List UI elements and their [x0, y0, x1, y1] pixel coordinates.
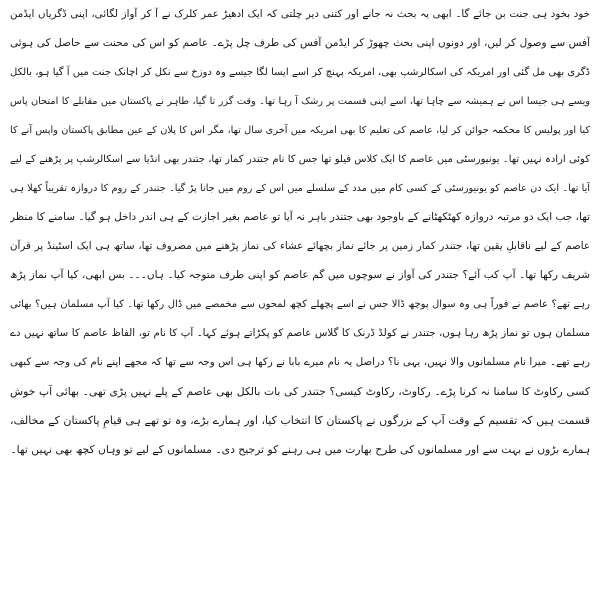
text-line-2: آفس سے وصول کر لیں، اور دونوں اپنی بحث چھوڑ کر ایڈمن آفس کی طرف چل پڑے۔ عاصم کو اس کی محنت سے حاصل کی ہوئی	[10, 37, 590, 49]
text-line-8: تھا، جب ایک دو مرتبہ دروازہ کھٹکھٹانے کے باوجود بھی جتندر باہر نہ آیا تو عاصم بغیر اجازت کے ہی اندر داخل ہو گیا۔ سامنے کا منظر	[10, 211, 590, 223]
text-line-4: ویسے ہی جیسا اس نے ہمیشہ سے چاہا تھا، اسے اپنی قسمت پر رشک آ رہا تھا۔ وقت گزر تا گیا، طاہر نے پاکستان میں مقابلے کا امتحان پاس	[10, 96, 590, 107]
text-line-9: عاصم کے لیے ناقابلِ یقین تھا، جتندر کمار زمین پر جائے نماز بچھائے عشاء کی نماز پڑھنے میں مصروف تھا، ساتھ ہی ایک اسٹینڈ پر قرآن	[10, 240, 590, 252]
text-line-16: ہمارے بڑوں نے بہت سے اور مسلمانوں کی طرح بھارت میں ہی رہنے کو ترجیح دی۔ مسلمانوں کے لیے تو وہاں کچھ بھی نہیں تھا۔	[10, 443, 590, 456]
text-line-1: خود بخود ہی جنت بن جائے گا۔ ابھی یہ بحث نہ جانے اور کتنی دیر چلتی کہ ایک ادھیڑ عمر کلرک نے آ کر آواز لگائی، اپنی ڈگریاں ایڈمن	[10, 8, 590, 20]
text-line-14: کسی رکاوٹ کا سامنا نہ کرنا پڑے۔ رکاوٹ، رکاوٹ کیسی؟ جتندر کی بات بالکل بھی عاصم کے پلے نہیں پڑی تھی۔ بھائی آپ خوش	[10, 385, 590, 398]
text-line-6: کوئی ارادہ نہیں تھا۔ یونیورسٹی میں عاصم کا ایک کلاس فیلو تھا جس کا نام جتندر کمار تھا، جتندر بھی انڈیا سے اسکالرشپ پر پڑھنے کے لیے	[10, 154, 590, 165]
text-line-15: قسمت ہیں کہ تقسیم کے وقت آپ کے بزرگوں نے پاکستان کا انتخاب کیا، اور ہمارے بڑے، وہ تو تھے ہی قیامِ پاکستان کے مخالف،	[10, 414, 590, 427]
text-line-12: مسلمان ہوں تو نماز پڑھ رہا ہوں، جتندر نے کولڈ ڈرنک کا گلاس عاصم کو پکڑاتے ہوئے کہا۔ آپ کا نام تو، الفاظ عاصم کا ساتھ نہیں دے	[10, 327, 590, 339]
text-line-11: رہے تھے؟ عاصم نے فوراً ہی وہ سوال پوچھ ڈالا جس نے اسے پچھلے کچھ لمحوں سے مخمصے میں ڈال رکھا تھا۔ کیا آپ مسلمان ہیں؟ بھائی	[10, 299, 590, 310]
text-line-13: رہے تھے۔ میرا نام مسلمانوں والا نہیں، یہی نا؟ دراصل یہ نام میرے بابا نے رکھا ہی اس وجہ سے تھا کہ مجھے اپنے نام کی وجہ سے کبھی	[10, 356, 590, 368]
text-line-10: شریف رکھا تھا۔ آپ کب آئے؟ جتندر کی آواز نے سوچوں میں گم عاصم کو اپنی طرف متوجہ کیا۔ ہاں۔۔۔ بس ابھی، کیا آپ نماز پڑھ	[10, 269, 590, 281]
text-line-3: ڈگری بھی مل گئی اور امریکہ کی اسکالرشپ بھی، امریکہ پہنچ کر اسے ایسا لگا جیسے وہ دوزخ سے نکل کر اچانک جنت میں آ گیا ہو، بالکل	[10, 67, 590, 78]
text-line-7: آیا تھا۔ ایک دن عاصم کو یونیورسٹی کے کسی کام میں مدد کے سلسلے میں اس کے روم میں جانا پڑ گیا۔ جتندر کے روم کا دروازہ تقریباً کھلا ہی	[10, 183, 590, 194]
text-line-5: کیا اور پولیس کا محکمہ جوائن کر لیا، عاصم کی تعلیم کا بھی امریکہ میں آخری سال تھا، مگر اس کا پلان کے عین مطابق پاکستان واپس آنے کا	[10, 125, 590, 136]
